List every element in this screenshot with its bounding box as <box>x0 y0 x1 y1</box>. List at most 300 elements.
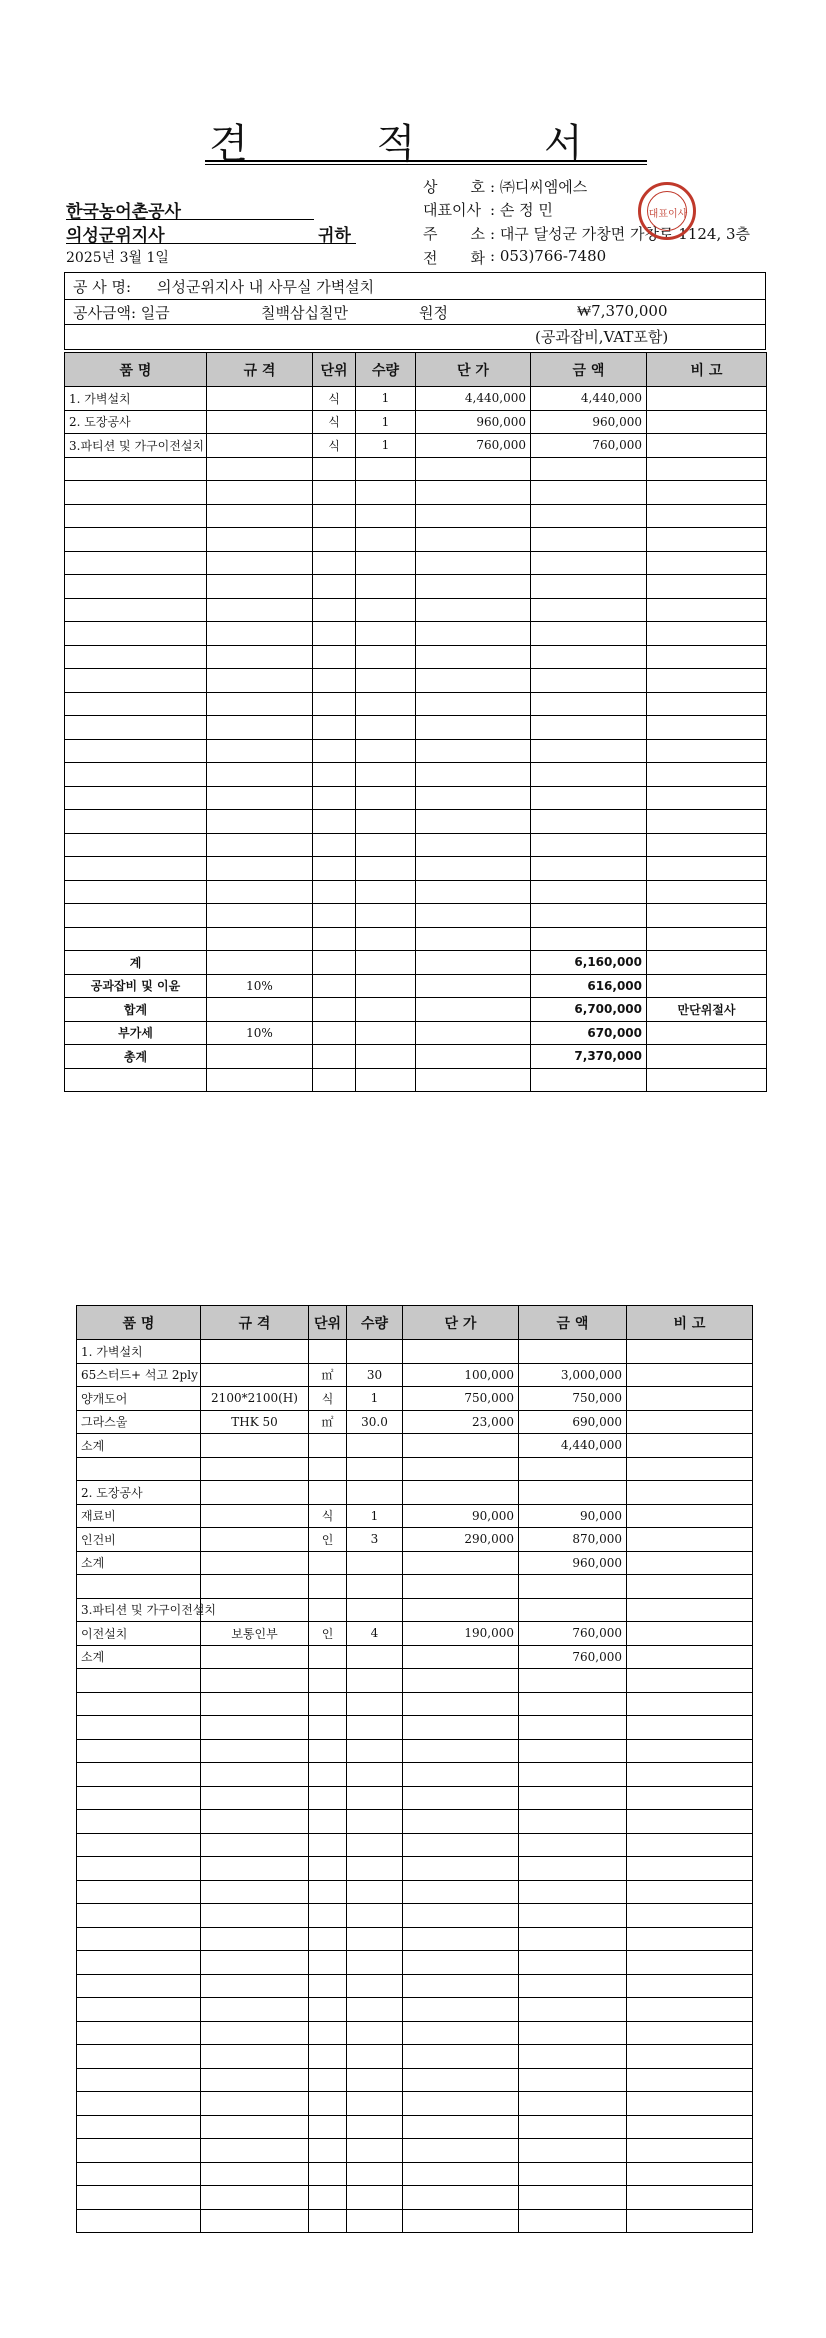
table-cell: 30.0 <box>347 1410 403 1434</box>
table-cell <box>531 481 647 505</box>
table-row <box>65 857 767 881</box>
table-row <box>77 1786 753 1810</box>
table-cell <box>65 598 207 622</box>
table-row <box>65 763 767 787</box>
table-cell <box>77 1880 201 1904</box>
table-cell <box>531 551 647 575</box>
table-cell <box>647 880 767 904</box>
table-cell <box>347 2209 403 2233</box>
table-cell <box>416 786 531 810</box>
table-cell <box>77 1739 201 1763</box>
table-cell <box>356 457 416 481</box>
table-cell <box>309 1904 347 1928</box>
table-row <box>65 387 767 411</box>
table-cell <box>309 1340 347 1364</box>
table-cell: 공과잡비 및 이윤 <box>65 974 207 998</box>
table-cell <box>627 1669 753 1693</box>
table-cell <box>627 2068 753 2092</box>
table-cell <box>65 551 207 575</box>
amount-korean: 칠백삼십칠만 <box>261 304 348 322</box>
table-cell <box>356 857 416 881</box>
table-cell <box>647 951 767 975</box>
table-cell <box>627 1551 753 1575</box>
document-title: 견 적 서 <box>209 121 641 167</box>
table-cell <box>201 1951 309 1975</box>
table-cell <box>519 1880 627 1904</box>
detail-table <box>76 1305 753 2233</box>
col-amount: 금 액 <box>531 353 647 387</box>
table-cell <box>347 1810 403 1834</box>
table-cell: 2. 도장공사 <box>65 410 207 434</box>
table-cell <box>627 1904 753 1928</box>
table-cell: 부가세 <box>65 1021 207 1045</box>
table-cell: 식 <box>313 410 356 434</box>
table-cell <box>313 457 356 481</box>
ceo-value: : 손 정 민 <box>490 201 553 219</box>
table-cell <box>416 598 531 622</box>
table-cell <box>519 2092 627 2116</box>
table-cell <box>416 739 531 763</box>
table-cell <box>356 551 416 575</box>
table-cell: 1 <box>347 1387 403 1411</box>
table-cell <box>519 2021 627 2045</box>
table-cell <box>313 833 356 857</box>
table-cell <box>77 1575 201 1599</box>
table-cell <box>65 504 207 528</box>
amount-label: 공사금액: 일금 <box>73 304 170 322</box>
client-branch: 의성군위지사 <box>66 226 165 246</box>
table-cell <box>403 1692 519 1716</box>
table-row <box>77 1575 753 1599</box>
company-label: 상 호 <box>423 178 485 196</box>
table-cell <box>647 716 767 740</box>
table-cell <box>519 1763 627 1787</box>
table-row <box>65 669 767 693</box>
col-unit: 단위 <box>313 353 356 387</box>
table-cell <box>403 1551 519 1575</box>
table-cell: 90,000 <box>403 1504 519 1528</box>
table-cell <box>309 1457 347 1481</box>
table-cell <box>519 2068 627 2092</box>
table-cell <box>627 2139 753 2163</box>
table-cell <box>347 1927 403 1951</box>
table-cell <box>313 575 356 599</box>
table-cell <box>347 1598 403 1622</box>
table-cell <box>201 1739 309 1763</box>
table-cell <box>627 1481 753 1505</box>
table-cell <box>647 739 767 763</box>
table-cell <box>403 1880 519 1904</box>
table-cell <box>347 1763 403 1787</box>
table-cell <box>201 1974 309 1998</box>
table-cell <box>313 951 356 975</box>
title-underline-inner <box>205 164 647 165</box>
table-cell <box>416 457 531 481</box>
table-cell <box>519 1786 627 1810</box>
table-cell: 960,000 <box>531 410 647 434</box>
table-cell <box>309 1833 347 1857</box>
table-cell: 1 <box>356 434 416 458</box>
table-cell <box>519 1598 627 1622</box>
table-cell <box>313 504 356 528</box>
summary-header-row <box>65 353 767 387</box>
table-cell: 760,000 <box>519 1622 627 1646</box>
table-cell <box>201 2186 309 2210</box>
table-cell <box>313 904 356 928</box>
table-cell <box>77 2186 201 2210</box>
table-cell <box>531 739 647 763</box>
table-cell: 4,440,000 <box>531 387 647 411</box>
table-cell <box>356 598 416 622</box>
table-row <box>65 810 767 834</box>
table-cell <box>201 2209 309 2233</box>
table-cell: 690,000 <box>519 1410 627 1434</box>
table-cell <box>77 2209 201 2233</box>
table-cell <box>65 739 207 763</box>
table-cell <box>416 1021 531 1045</box>
table-cell <box>416 622 531 646</box>
table-cell <box>313 739 356 763</box>
table-cell <box>347 1481 403 1505</box>
table-cell <box>201 2115 309 2139</box>
table-row <box>65 504 767 528</box>
table-cell <box>356 998 416 1022</box>
table-row <box>77 2209 753 2233</box>
table-cell <box>519 1974 627 1998</box>
table-cell <box>356 951 416 975</box>
table-cell <box>201 1645 309 1669</box>
table-cell <box>356 1068 416 1092</box>
table-cell <box>207 575 313 599</box>
table-cell <box>627 1880 753 1904</box>
table-cell <box>627 1927 753 1951</box>
table-cell: 960,000 <box>519 1551 627 1575</box>
table-cell <box>403 1833 519 1857</box>
table-cell: 750,000 <box>403 1387 519 1411</box>
table-cell <box>519 2139 627 2163</box>
table-cell <box>627 1340 753 1364</box>
table-row <box>77 2045 753 2069</box>
table-cell <box>313 481 356 505</box>
table-row <box>65 551 767 575</box>
table-cell <box>416 645 531 669</box>
col-unit: 단위 <box>309 1306 347 1340</box>
table-cell <box>403 1857 519 1881</box>
table-cell <box>347 1951 403 1975</box>
table-cell <box>647 622 767 646</box>
col-unit-price: 단 가 <box>416 353 531 387</box>
table-cell <box>519 1904 627 1928</box>
table-cell <box>207 692 313 716</box>
table-row <box>65 739 767 763</box>
table-cell <box>309 2209 347 2233</box>
col-qty: 수량 <box>356 353 416 387</box>
table-cell: 65스터드+ 석고 2ply <box>77 1363 201 1387</box>
table-cell <box>347 2186 403 2210</box>
table-cell <box>647 669 767 693</box>
table-cell <box>356 692 416 716</box>
table-cell <box>347 1833 403 1857</box>
table-cell <box>647 927 767 951</box>
table-cell <box>207 857 313 881</box>
table-row <box>65 410 767 434</box>
table-cell <box>201 2068 309 2092</box>
table-cell: THK 50 <box>201 1410 309 1434</box>
table-cell <box>309 1692 347 1716</box>
table-cell <box>77 1786 201 1810</box>
table-row <box>65 716 767 740</box>
table-cell: 6,700,000 <box>531 998 647 1022</box>
table-cell <box>416 857 531 881</box>
table-row <box>77 1857 753 1881</box>
table-cell <box>309 1763 347 1787</box>
honorific: 귀하 <box>318 226 351 246</box>
table-cell <box>77 2045 201 2069</box>
table-cell <box>309 2162 347 2186</box>
table-cell <box>531 1068 647 1092</box>
table-cell <box>519 1575 627 1599</box>
table-cell <box>531 575 647 599</box>
table-row <box>77 2186 753 2210</box>
client-underline <box>66 219 314 220</box>
table-cell <box>519 1857 627 1881</box>
table-cell <box>627 2186 753 2210</box>
table-cell <box>403 1434 519 1458</box>
table-cell <box>65 645 207 669</box>
table-cell <box>201 1857 309 1881</box>
table-cell <box>627 2045 753 2069</box>
table-cell <box>201 1880 309 1904</box>
table-row <box>65 786 767 810</box>
total-row <box>65 951 767 975</box>
table-cell <box>627 1974 753 1998</box>
table-cell <box>313 763 356 787</box>
table-cell <box>201 1363 309 1387</box>
table-cell <box>347 1786 403 1810</box>
table-cell <box>313 622 356 646</box>
table-cell <box>416 810 531 834</box>
table-cell <box>416 1045 531 1069</box>
table-cell: 1 <box>356 387 416 411</box>
table-row <box>65 434 767 458</box>
table-row <box>77 1387 753 1411</box>
table-cell: 3.파티션 및 가구이전설치 <box>65 434 207 458</box>
table-cell: 190,000 <box>403 1622 519 1646</box>
col-qty: 수량 <box>347 1306 403 1340</box>
table-cell <box>647 857 767 881</box>
table-cell <box>519 2045 627 2069</box>
table-cell: 1 <box>347 1504 403 1528</box>
table-cell <box>77 2115 201 2139</box>
table-cell <box>519 2162 627 2186</box>
table-cell <box>403 1340 519 1364</box>
table-cell <box>519 2115 627 2139</box>
table-cell <box>309 2115 347 2139</box>
table-row <box>65 481 767 505</box>
table-cell <box>207 457 313 481</box>
table-cell <box>403 1739 519 1763</box>
table-row <box>77 1692 753 1716</box>
table-cell: 870,000 <box>519 1528 627 1552</box>
table-cell <box>416 528 531 552</box>
table-cell <box>519 2209 627 2233</box>
table-cell <box>347 1904 403 1928</box>
table-cell <box>403 1598 519 1622</box>
col-unit-price: 단 가 <box>403 1306 519 1340</box>
table-cell <box>77 1833 201 1857</box>
table-row <box>65 904 767 928</box>
table-row <box>77 2139 753 2163</box>
table-cell <box>627 1622 753 1646</box>
table-cell <box>627 1857 753 1881</box>
table-cell: 인 <box>309 1528 347 1552</box>
col-item: 품 명 <box>65 353 207 387</box>
table-cell <box>207 1068 313 1092</box>
table-cell <box>403 1998 519 2022</box>
table-cell <box>65 481 207 505</box>
table-cell <box>313 528 356 552</box>
table-cell <box>647 598 767 622</box>
table-cell <box>309 1951 347 1975</box>
table-cell: 계 <box>65 951 207 975</box>
table-cell: ㎡ <box>309 1410 347 1434</box>
table-cell <box>647 692 767 716</box>
table-cell: 760,000 <box>531 434 647 458</box>
table-cell <box>65 692 207 716</box>
table-cell <box>531 716 647 740</box>
table-cell <box>519 1998 627 2022</box>
table-cell <box>519 1481 627 1505</box>
table-cell <box>309 2021 347 2045</box>
table-cell <box>647 481 767 505</box>
table-cell <box>519 2186 627 2210</box>
seal-ring <box>647 191 687 231</box>
table-cell <box>416 904 531 928</box>
table-cell <box>403 1951 519 1975</box>
table-cell <box>309 2139 347 2163</box>
table-row <box>77 1645 753 1669</box>
table-cell <box>347 1457 403 1481</box>
table-row <box>77 1551 753 1575</box>
table-cell <box>356 927 416 951</box>
table-cell <box>201 2139 309 2163</box>
table-cell <box>77 2162 201 2186</box>
table-cell: ㎡ <box>309 1363 347 1387</box>
table-row <box>65 833 767 857</box>
table-cell <box>416 974 531 998</box>
table-cell <box>627 2092 753 2116</box>
table-cell: 재료비 <box>77 1504 201 1528</box>
table-cell <box>309 1551 347 1575</box>
table-cell <box>65 1068 207 1092</box>
table-row <box>65 575 767 599</box>
table-row <box>77 1951 753 1975</box>
table-cell: 750,000 <box>519 1387 627 1411</box>
table-cell <box>403 1457 519 1481</box>
table-cell <box>647 974 767 998</box>
table-cell: 2. 도장공사 <box>77 1481 201 1505</box>
table-cell <box>531 504 647 528</box>
table-cell <box>207 833 313 857</box>
table-cell <box>647 904 767 928</box>
table-cell <box>531 457 647 481</box>
table-cell: 2100*2100(H) <box>201 1387 309 1411</box>
table-cell: 그라스울 <box>77 1410 201 1434</box>
table-cell <box>77 1457 201 1481</box>
table-cell <box>347 2139 403 2163</box>
table-cell <box>207 998 313 1022</box>
table-cell <box>519 1692 627 1716</box>
summary-table <box>64 352 767 1092</box>
table-cell <box>627 1434 753 1458</box>
table-cell <box>347 1551 403 1575</box>
table-row <box>77 1810 753 1834</box>
table-row <box>77 1622 753 1646</box>
table-cell: 30 <box>347 1363 403 1387</box>
phone-value: : 053)766-7480 <box>490 247 607 265</box>
table-cell: 합계 <box>65 998 207 1022</box>
table-cell: 290,000 <box>403 1528 519 1552</box>
table-row <box>77 1763 753 1787</box>
table-cell <box>201 1833 309 1857</box>
table-cell <box>77 2139 201 2163</box>
table-cell <box>207 645 313 669</box>
table-cell <box>519 1739 627 1763</box>
table-cell <box>347 2021 403 2045</box>
table-cell: 식 <box>313 434 356 458</box>
table-cell <box>627 2209 753 2233</box>
table-cell <box>201 2045 309 2069</box>
table-row <box>65 1068 767 1092</box>
table-cell <box>356 1021 416 1045</box>
table-cell <box>313 551 356 575</box>
table-row <box>77 1434 753 1458</box>
table-cell <box>313 810 356 834</box>
table-cell <box>403 2115 519 2139</box>
table-cell <box>65 669 207 693</box>
table-cell <box>403 1810 519 1834</box>
table-row <box>65 457 767 481</box>
table-cell <box>403 1763 519 1787</box>
table-cell <box>201 1904 309 1928</box>
table-cell <box>65 575 207 599</box>
project-info-box <box>64 272 766 350</box>
table-cell <box>347 2045 403 2069</box>
table-row <box>77 1457 753 1481</box>
table-cell <box>627 1504 753 1528</box>
table-cell <box>531 810 647 834</box>
table-cell <box>627 1598 753 1622</box>
table-cell <box>356 880 416 904</box>
table-cell <box>531 669 647 693</box>
table-cell <box>356 575 416 599</box>
table-cell: 소계 <box>77 1434 201 1458</box>
table-cell <box>647 645 767 669</box>
table-cell <box>356 645 416 669</box>
table-cell <box>347 2115 403 2139</box>
amount-unit: 원정 <box>419 304 448 322</box>
table-cell <box>65 810 207 834</box>
table-cell <box>403 1927 519 1951</box>
table-cell <box>356 739 416 763</box>
table-cell <box>347 1857 403 1881</box>
table-cell <box>531 622 647 646</box>
table-row <box>65 622 767 646</box>
table-cell <box>313 786 356 810</box>
table-cell: 식 <box>309 1504 347 1528</box>
table-cell <box>519 1951 627 1975</box>
table-cell: 7,370,000 <box>531 1045 647 1069</box>
